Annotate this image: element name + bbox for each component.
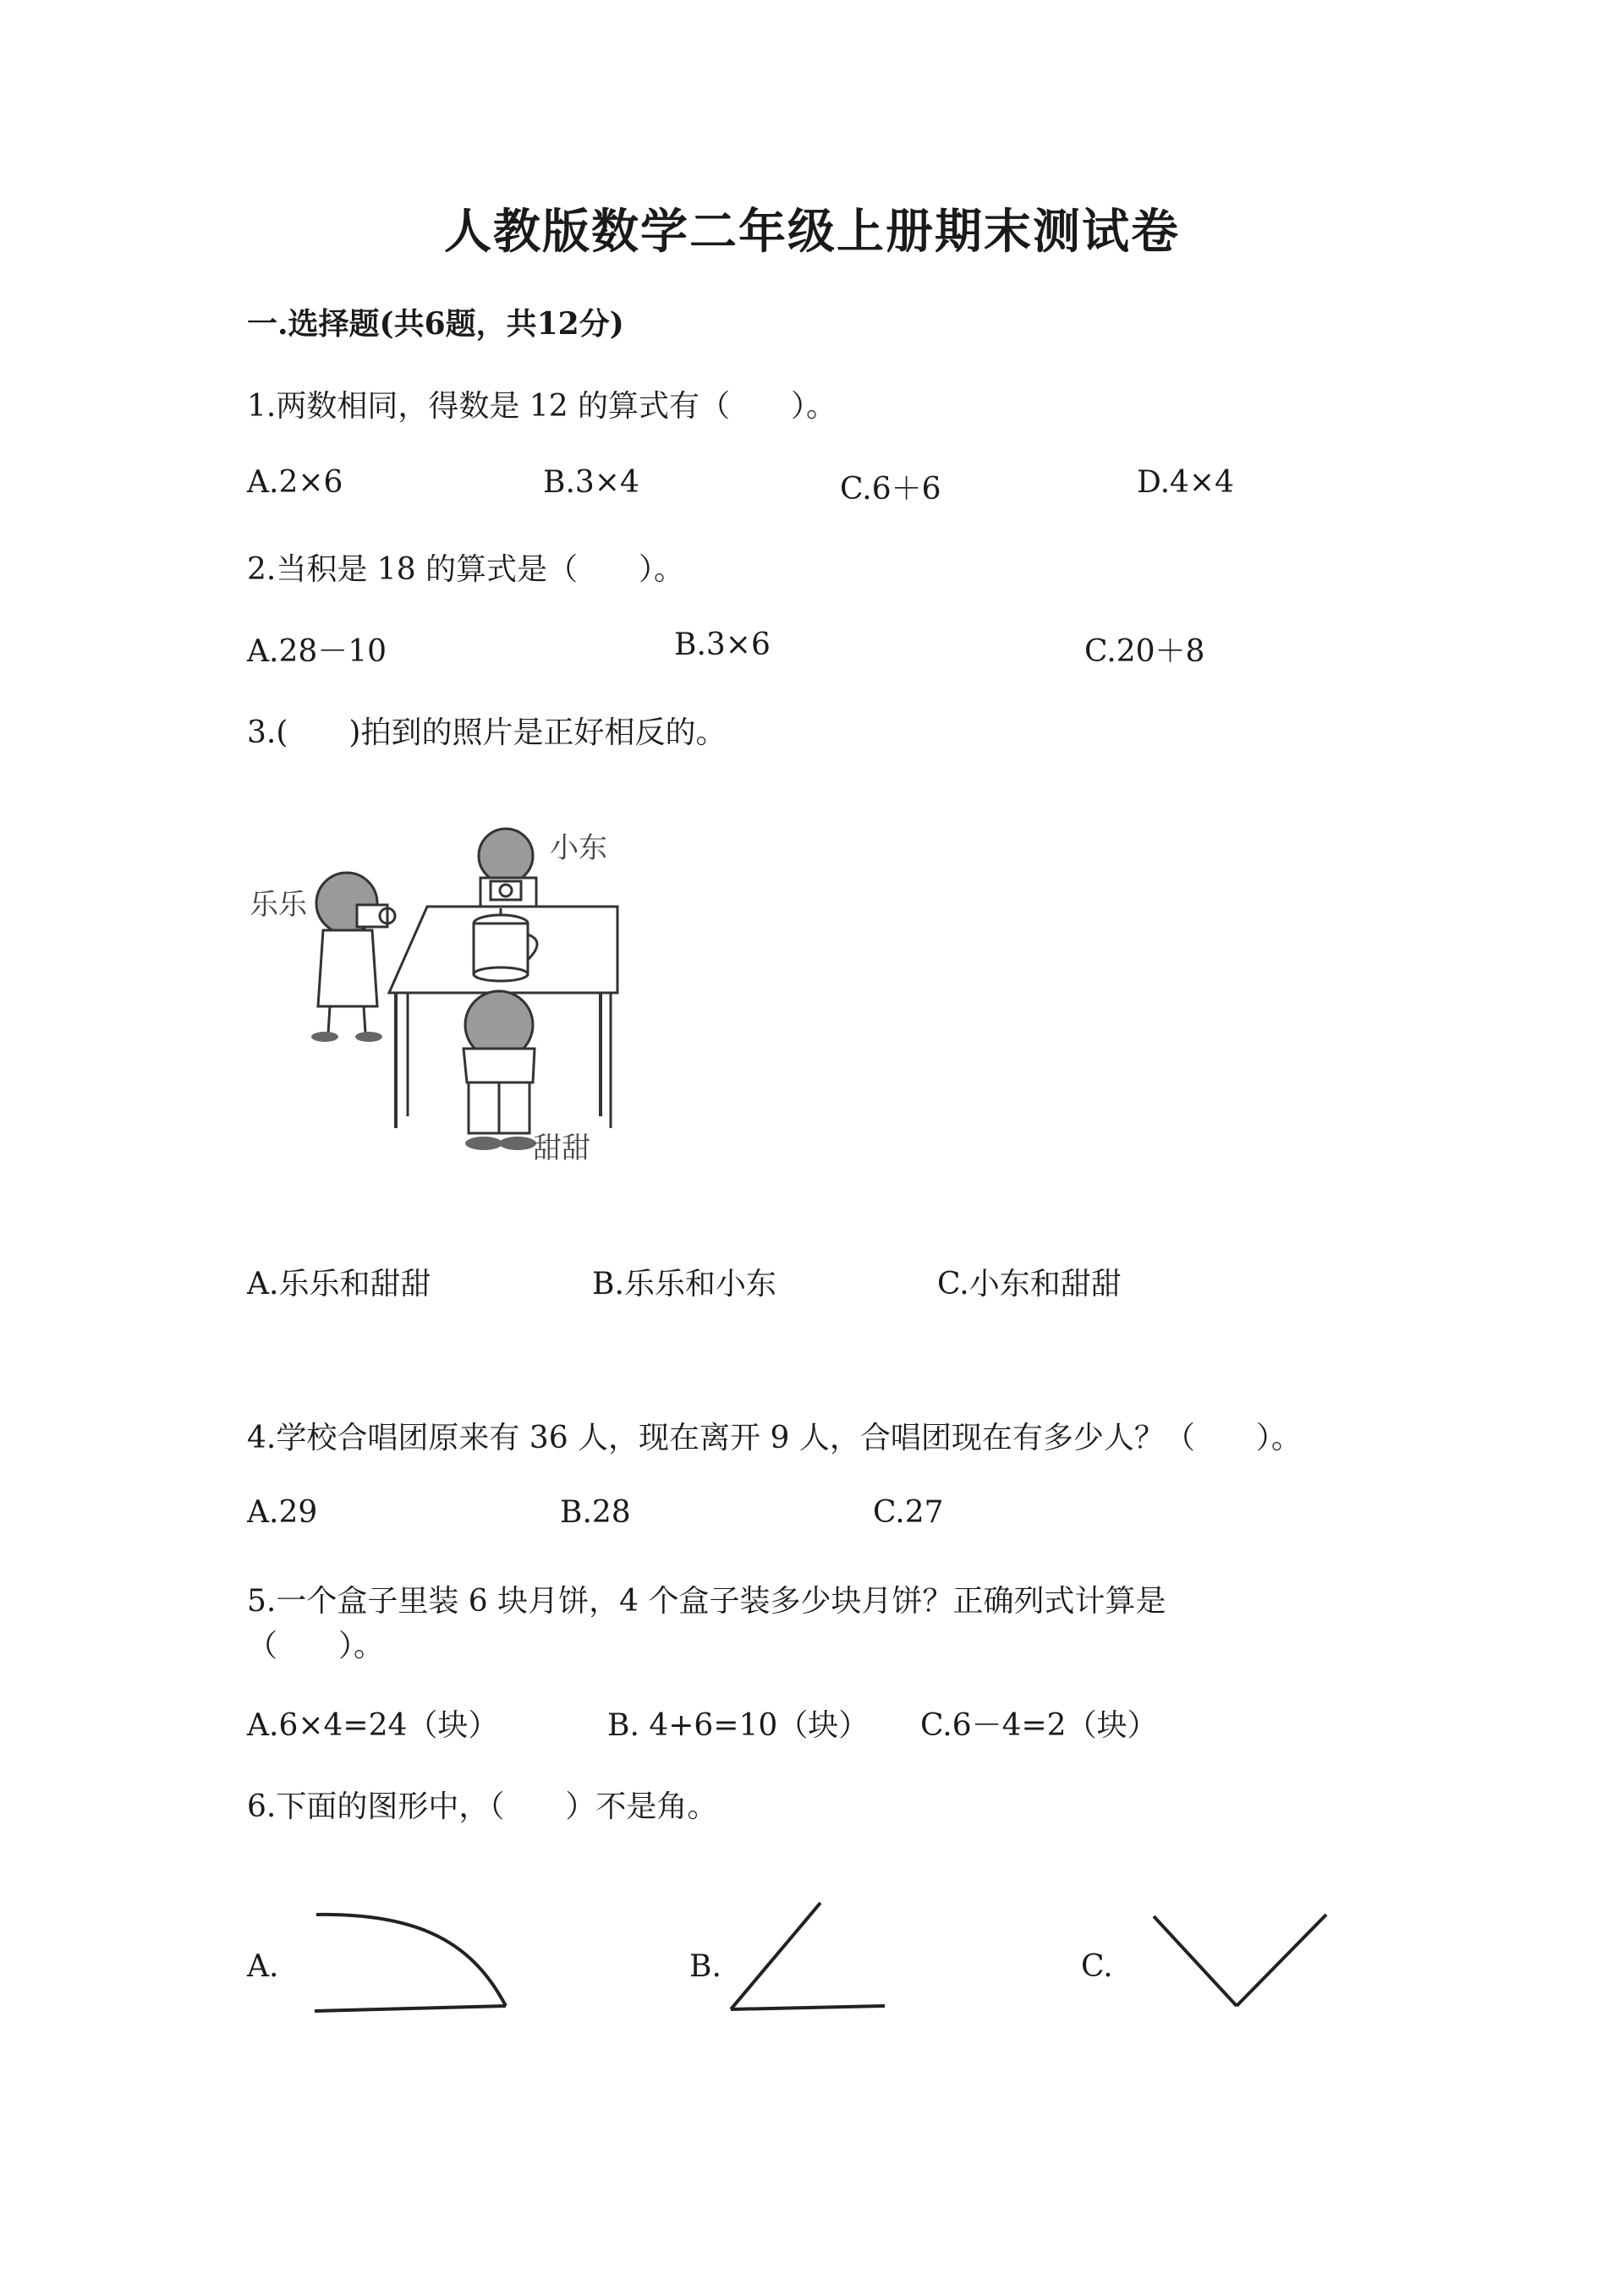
figure-label-lele: 乐乐 xyxy=(250,888,307,922)
q1-option-a[interactable]: A.2×6 xyxy=(247,465,343,500)
q3-option-b[interactable]: B.乐乐和小东 xyxy=(592,1267,776,1301)
q2-option-b[interactable]: B.3×6 xyxy=(674,627,771,662)
q6-option-c[interactable]: C. xyxy=(1081,1949,1113,1984)
q1-option-b[interactable]: B.3×4 xyxy=(543,465,639,500)
section-heading: 一.选择题(共6题，共12分) xyxy=(247,306,624,342)
q4-option-b[interactable]: B.28 xyxy=(560,1495,631,1530)
question-2-text: 2.当积是 18 的算式是（ ）。 xyxy=(247,552,685,587)
question-3-text: 3.( )拍到的照片是正好相反的。 xyxy=(247,715,727,750)
question-5-text: 5.一个盒子里装 6 块月饼，4 个盒子装多少块月饼？正确列式计算是 xyxy=(247,1584,1166,1619)
q1-option-c[interactable]: C.6＋6 xyxy=(840,472,941,507)
q3-option-a[interactable]: A.乐乐和甜甜 xyxy=(247,1267,431,1301)
question-6-text: 6.下面的图形中，（ ）不是角。 xyxy=(247,1789,718,1824)
question-5-text-cont: （ ）。 xyxy=(247,1629,385,1663)
q6-shape-a-curved xyxy=(304,1903,516,2030)
figure-label-xiaodong: 小东 xyxy=(550,831,607,865)
q6-option-a[interactable]: A. xyxy=(247,1949,279,1984)
q1-option-d[interactable]: D.4×4 xyxy=(1137,465,1234,500)
q5-option-a[interactable]: A.6×4=24（块） xyxy=(247,1708,499,1743)
question-1-text: 1.两数相同，得数是 12 的算式有（ ）。 xyxy=(247,389,837,424)
q6-shape-b-angle xyxy=(719,1894,897,2021)
question-4-text: 4.学校合唱团原来有 36 人，现在离开 9 人，合唱团现在有多少人？（ ）。 xyxy=(247,1421,1302,1455)
figure-label-tiantian: 甜甜 xyxy=(533,1132,590,1165)
q4-option-c[interactable]: C.27 xyxy=(873,1495,944,1530)
q3-option-c[interactable]: C.小东和甜甜 xyxy=(937,1267,1122,1301)
q3-figure-table-photographers xyxy=(245,812,651,1175)
q6-shape-c-angle xyxy=(1142,1903,1336,2030)
q2-option-c[interactable]: C.20＋8 xyxy=(1084,634,1205,669)
q5-option-c[interactable]: C.6－4=2（块） xyxy=(920,1708,1158,1743)
q5-option-b[interactable]: B. 4+6=10（块） xyxy=(607,1708,870,1743)
q2-option-a[interactable]: A.28－10 xyxy=(247,634,387,669)
q4-option-a[interactable]: A.29 xyxy=(247,1495,318,1530)
page-title: 人教版数学二年级上册期末测试卷 xyxy=(444,204,1180,260)
q6-option-b[interactable]: B. xyxy=(689,1949,721,1984)
